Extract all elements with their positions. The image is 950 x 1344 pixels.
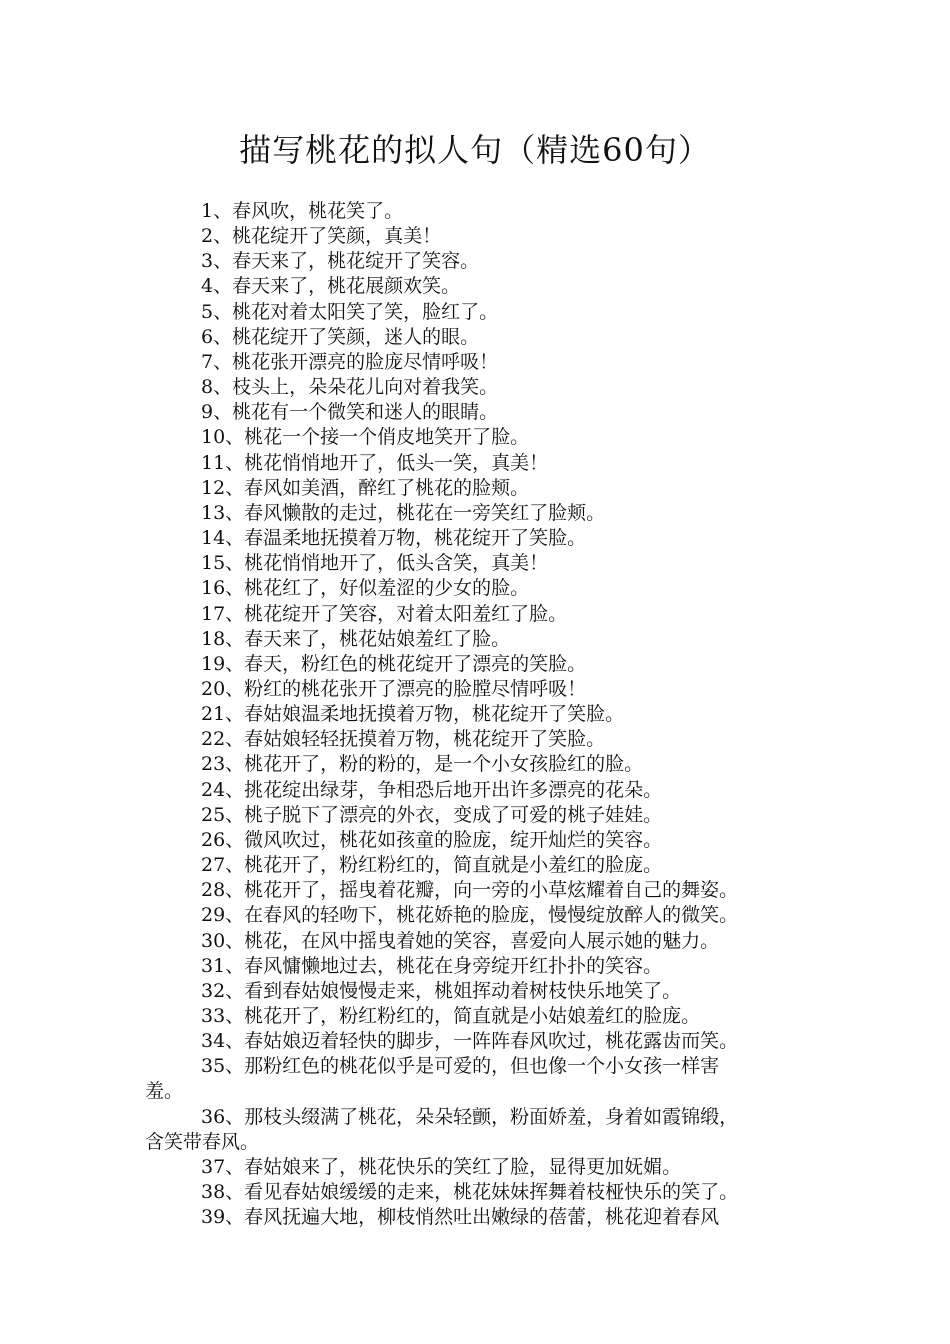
sentence-text: 18、春天来了，桃花姑娘羞红了脸。 [201, 627, 511, 650]
sentence-continuation: 含笑带春风。 [145, 1130, 260, 1153]
sentence-text: 4、春天来了，桃花展颜欢笑。 [201, 275, 461, 298]
sentence-text: 7、桃花张开漂亮的脸庞尽情呼吸！ [201, 350, 499, 373]
sentence-text: 3、春天来了，桃花绽开了笑容。 [201, 250, 480, 273]
sentence-text: 29、在春风的轻吻下，桃花娇艳的脸庞，慢慢绽放醉人的微笑。 [201, 904, 739, 927]
sentence-text: 24、挑花绽出绿芽，争相恐后地开出许多漂亮的花朵。 [201, 778, 663, 801]
sentence-item [145, 1155, 825, 1180]
sentence-item [145, 602, 825, 627]
sentence-item [145, 1004, 825, 1029]
sentence-text: 30、桃花，在风中摇曳着她的笑容，喜爱向人展示她的魅力。 [201, 929, 720, 952]
sentence-item [145, 979, 825, 1004]
document-title: 描写桃花的拟人句（精选60句） [239, 131, 711, 169]
sentence-item [145, 929, 825, 954]
sentence-text: 33、桃花开了，粉红粉红的，简直就是小姑娘羞红的脸庞。 [201, 1005, 701, 1027]
sentence-item [145, 828, 825, 853]
sentence-item [145, 853, 825, 878]
sentence-item [145, 576, 825, 601]
sentence-text: 15、桃花悄悄地开了，低头含笑，真美！ [201, 552, 549, 575]
sentence-item [145, 752, 825, 777]
sentence-item [145, 350, 825, 375]
document-body [145, 199, 825, 1230]
sentence-item [145, 300, 825, 325]
sentence-text: 22、春姑娘轻轻抚摸着万物，桃花绽开了笑脸。 [201, 728, 606, 751]
sentence-text: 21、春姑娘温柔地抚摸着万物，桃花绽开了笑脸。 [201, 703, 625, 726]
sentence-item [145, 1105, 825, 1155]
sentence-item [145, 1205, 825, 1230]
sentence-text: 9、桃花有一个微笑和迷人的眼睛。 [201, 401, 499, 424]
sentence-text: 35、那粉红色的桃花似乎是可爱的，但也像一个小女孩一样害 [201, 1055, 720, 1078]
sentence-item [145, 702, 825, 727]
sentence-item [145, 878, 825, 903]
sentence-text: 31、春风慵懒地过去，桃花在身旁绽开红扑扑的笑容。 [201, 954, 663, 977]
sentence-text: 17、桃花绽开了笑容，对着太阳羞红了脸。 [201, 602, 568, 625]
sentence-item [145, 451, 825, 476]
sentence-text: 2、桃花绽开了笑颜，真美！ [201, 225, 442, 248]
sentence-text: 39、春风抚遍大地，柳枝悄然吐出嫩绿的蓓蕾，桃花迎着春风 [201, 1206, 720, 1229]
sentence-item [145, 903, 825, 928]
sentence-text: 1、春风吹，桃花笑了。 [201, 200, 404, 222]
sentence-item [145, 400, 825, 425]
sentence-text: 26、微风吹过，桃花如孩童的脸庞，绽开灿烂的笑容。 [201, 828, 663, 851]
sentence-item [145, 375, 825, 400]
sentence-text: 20、粉红的桃花张开了漂亮的脸膛尽情呼吸！ [201, 677, 587, 700]
sentence-text: 36、那枝头缀满了桃花，朵朵轻颤，粉面娇羞，身着如霞锦缎， [201, 1105, 739, 1128]
sentence-item [145, 1029, 825, 1054]
sentence-item [145, 954, 825, 979]
sentence-text: 23、桃花开了，粉的粉的，是一个小女孩脸红的脸。 [201, 753, 644, 776]
sentence-text: 38、看见春姑娘缓缓的走来，桃花妹妹挥舞着枝桠快乐的笑了。 [201, 1181, 739, 1204]
sentence-item [145, 652, 825, 677]
sentence-item [145, 476, 825, 501]
sentence-text: 6、桃花绽开了笑颜，迷人的眼。 [201, 325, 480, 348]
sentence-text: 14、春温柔地抚摸着万物，桃花绽开了笑脸。 [201, 527, 587, 550]
sentence-item [145, 803, 825, 828]
sentence-item [145, 526, 825, 551]
sentence-item [145, 627, 825, 652]
sentence-text: 37、春姑娘来了，桃花快乐的笑红了脸，显得更加妩媚。 [201, 1155, 682, 1178]
sentence-text: 25、桃子脱下了漂亮的外衣，变成了可爱的桃子娃娃。 [201, 803, 663, 826]
sentence-text: 34、春姑娘迈着轻快的脚步，一阵阵春风吹过，桃花露齿而笑。 [201, 1030, 739, 1053]
sentence-continuation: 羞。 [145, 1080, 184, 1103]
sentence-text: 11、桃花悄悄地开了，低头一笑，真美！ [201, 451, 549, 474]
sentence-item [145, 425, 825, 450]
sentence-item [145, 325, 825, 350]
sentence-text: 19、春天，粉红色的桃花绽开了漂亮的笑脸。 [201, 652, 587, 675]
sentence-item [145, 727, 825, 752]
sentence-item [145, 677, 825, 702]
sentence-text: 12、春风如美酒，醉红了桃花的脸颊。 [201, 476, 530, 499]
sentence-text: 27、桃花开了，粉红粉红的，简直就是小羞红的脸庞。 [201, 854, 663, 877]
sentence-item [145, 501, 825, 526]
sentence-item [145, 551, 825, 576]
sentence-text: 16、桃花红了，好似羞涩的少女的脸。 [201, 577, 530, 600]
sentence-item [145, 1180, 825, 1205]
sentence-text: 32、看到春姑娘慢慢走来，桃姐挥动着树枝快乐地笑了。 [201, 979, 682, 1002]
sentence-text: 10、桃花一个接一个俏皮地笑开了脸。 [201, 426, 530, 449]
sentence-item [145, 224, 825, 249]
sentence-text: 8、枝头上，朵朵花儿向对着我笑。 [201, 376, 499, 399]
sentence-item [145, 274, 825, 299]
sentence-text: 5、桃花对着太阳笑了笑，脸红了。 [201, 300, 499, 323]
sentence-item [145, 778, 825, 803]
sentence-item [145, 1054, 825, 1104]
sentence-item [145, 199, 825, 224]
sentence-text: 28、桃花开了，摇曳着花瓣，向一旁的小草炫耀着自己的舞姿。 [201, 879, 739, 902]
sentence-item [145, 249, 825, 274]
sentence-text: 13、春风懒散的走过，桃花在一旁笑红了脸颊。 [201, 501, 606, 524]
